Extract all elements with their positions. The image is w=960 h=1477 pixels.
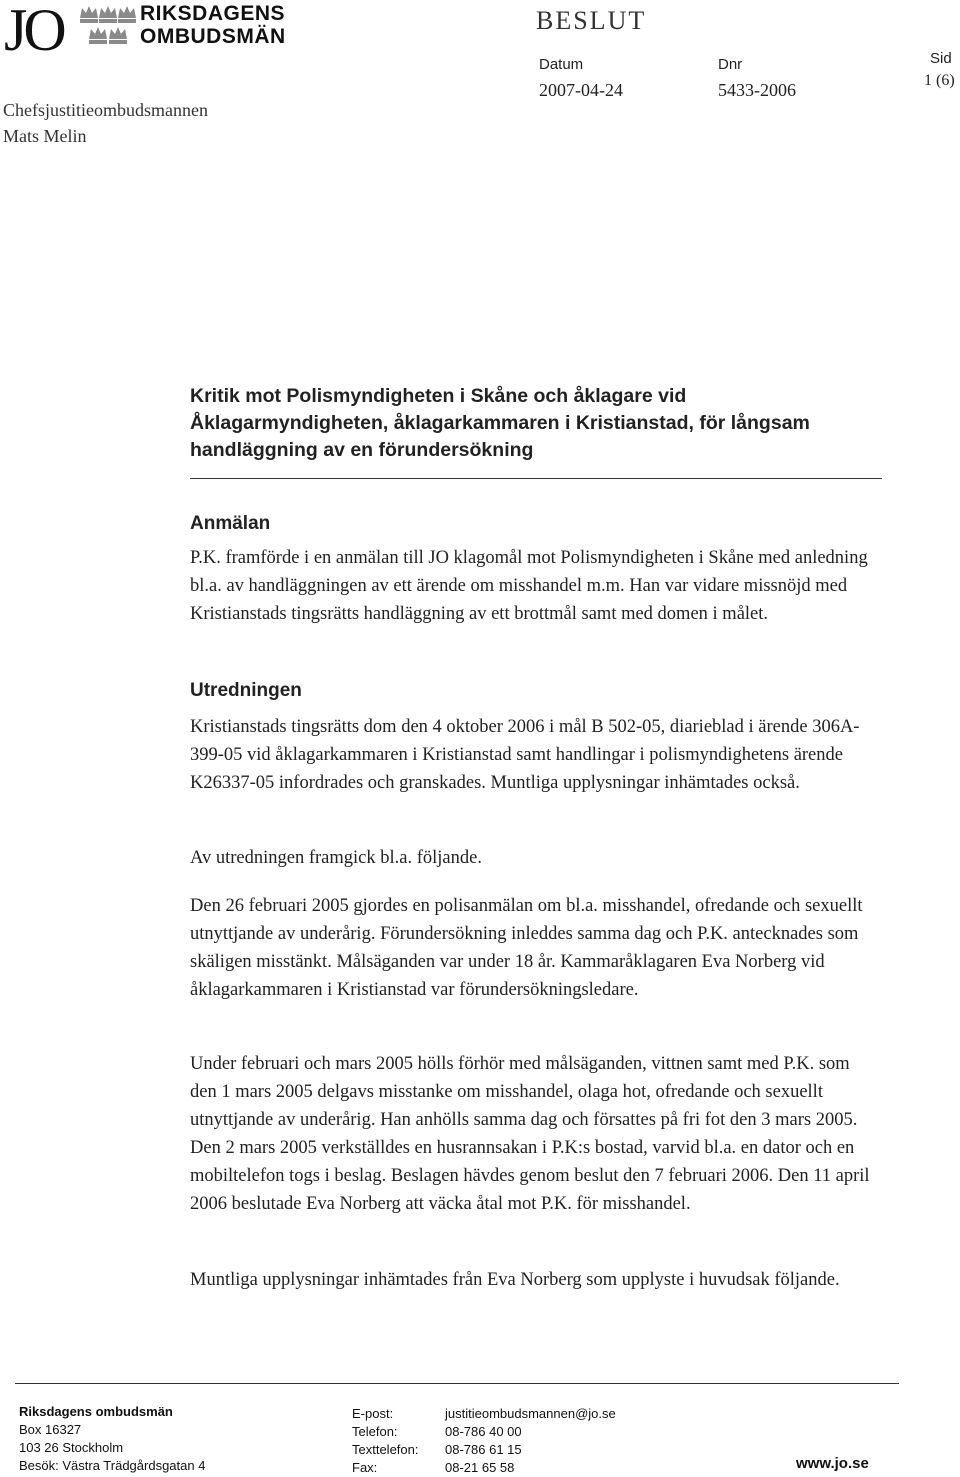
heading-anmalan: Anmälan <box>190 513 271 534</box>
dnr-label: Dnr <box>718 56 743 73</box>
footer-org-name: Riksdagens ombudsmän <box>19 1404 173 1419</box>
footer-city: 103 26 Stockholm <box>19 1440 124 1455</box>
paragraph-anmalan: P.K. framförde i en anmälan till JO klagomål mot Polismyndigheten i Skåne med anledning bl.a. av handläggningen av ett ärende om misshandel m.m. Han var vidare missnöjd med Kristianstads tingsrätts handläggning av ett brottmål samt med domen i målet. <box>190 548 868 624</box>
phone-label: Telefon: <box>352 1424 398 1439</box>
document-title: Kritik mot Polismyndigheten i Skåne och åklagare vid Åklagarmyndigheten, åklagarkammaren i Kristianstad, för långsam handläggning av en förundersökning <box>190 385 810 461</box>
fax-value: 08-21 65 58 <box>445 1460 515 1475</box>
email-link[interactable]: justitieombudsmannen@jo.se <box>445 1406 616 1421</box>
website-link[interactable]: www.jo.se <box>796 1455 869 1472</box>
page-label: Sid <box>930 50 952 67</box>
paragraph-utredning-5: Muntliga upplysningar inhämtades från Eva Norberg som upplyste i huvudsak följande. <box>190 1270 840 1290</box>
paragraph-utredning-4: Under februari och mars 2005 hölls förhör med målsäganden, vittnen samt med P.K. som den 1 mars 2005 delgavs misstanke om misshandel, olaga hot, ofredande och sexuellt utnyttjande av underårig. Han anhölls samma dag och försattes på fri fot den 3 mars 2005. Den 2 mars 2005 verkställdes en husrannsakan i P.K:s bostad, varvid bl.a. en dator och en mobiltelefon togs i beslag. Beslagen hävdes genom beslut den 7 februari 2006. Den 11 april 2006 beslutade Eva Norberg att väcka åtal mot P.K. för misshandel. <box>190 1054 870 1214</box>
crowns-icon <box>78 2 138 46</box>
phone-value: 08-786 40 00 <box>445 1424 522 1439</box>
textphone-label: Texttelefon: <box>352 1442 419 1457</box>
paragraph-utredning-2: Av utredningen framgick bl.a. följande. <box>190 848 482 868</box>
textphone-value: 08-786 61 15 <box>445 1442 522 1457</box>
heading-utredningen: Utredningen <box>190 680 302 701</box>
fax-label: Fax: <box>352 1460 378 1475</box>
logo-jo-initials: JO <box>4 0 63 63</box>
title-divider <box>190 478 882 479</box>
email-label: E-post: <box>352 1406 394 1421</box>
dnr-value: 5433-2006 <box>718 80 796 100</box>
footer-contact-labels <box>352 1405 419 1477</box>
logo-name-line2: OMBUDSMÄN <box>140 25 286 48</box>
sender-block <box>3 97 208 149</box>
footer-address <box>19 1403 205 1475</box>
paragraph-utredning-3: Den 26 februari 2005 gjordes en polisanmälan om bl.a. misshandel, ofredande och sexuellt utnyttjande av underårig. Förundersökning inleddes samma dag och P.K. antecknades som skäligen misstänkt. Målsäganden var under 18 år. Kammaråklagaren Eva Norberg vid åklagarkammaren i Kristianstad var förundersökningsledare. <box>190 896 863 1000</box>
page-value: 1 (6) <box>924 72 955 89</box>
date-label: Datum <box>539 56 584 73</box>
logo-name-line1: RIKSDAGENS <box>140 2 286 25</box>
date-value: 2007-04-24 <box>539 80 623 100</box>
sender-office: Chefsjustitieombudsmannen <box>3 100 208 120</box>
footer-box: Box 16327 <box>19 1422 82 1437</box>
footer-divider <box>15 1383 899 1384</box>
sender-person: Mats Melin <box>3 126 87 146</box>
document-type: BESLUT <box>536 6 647 35</box>
logo-wordmark <box>140 2 286 48</box>
footer-visit: Besök: Västra Trädgårdsgatan 4 <box>19 1458 206 1473</box>
paragraph-utredning-1: Kristianstads tingsrätts dom den 4 oktober 2006 i mål B 502-05, diarieblad i ärende 306A-399-05 vid åklagarkammaren i Kristianstad samt handlingar i polismyndighetens ärende K26337-05 infordrades och granskades. Muntliga upplysningar inhämtades också. <box>190 717 860 793</box>
footer-contact-values <box>445 1405 616 1477</box>
